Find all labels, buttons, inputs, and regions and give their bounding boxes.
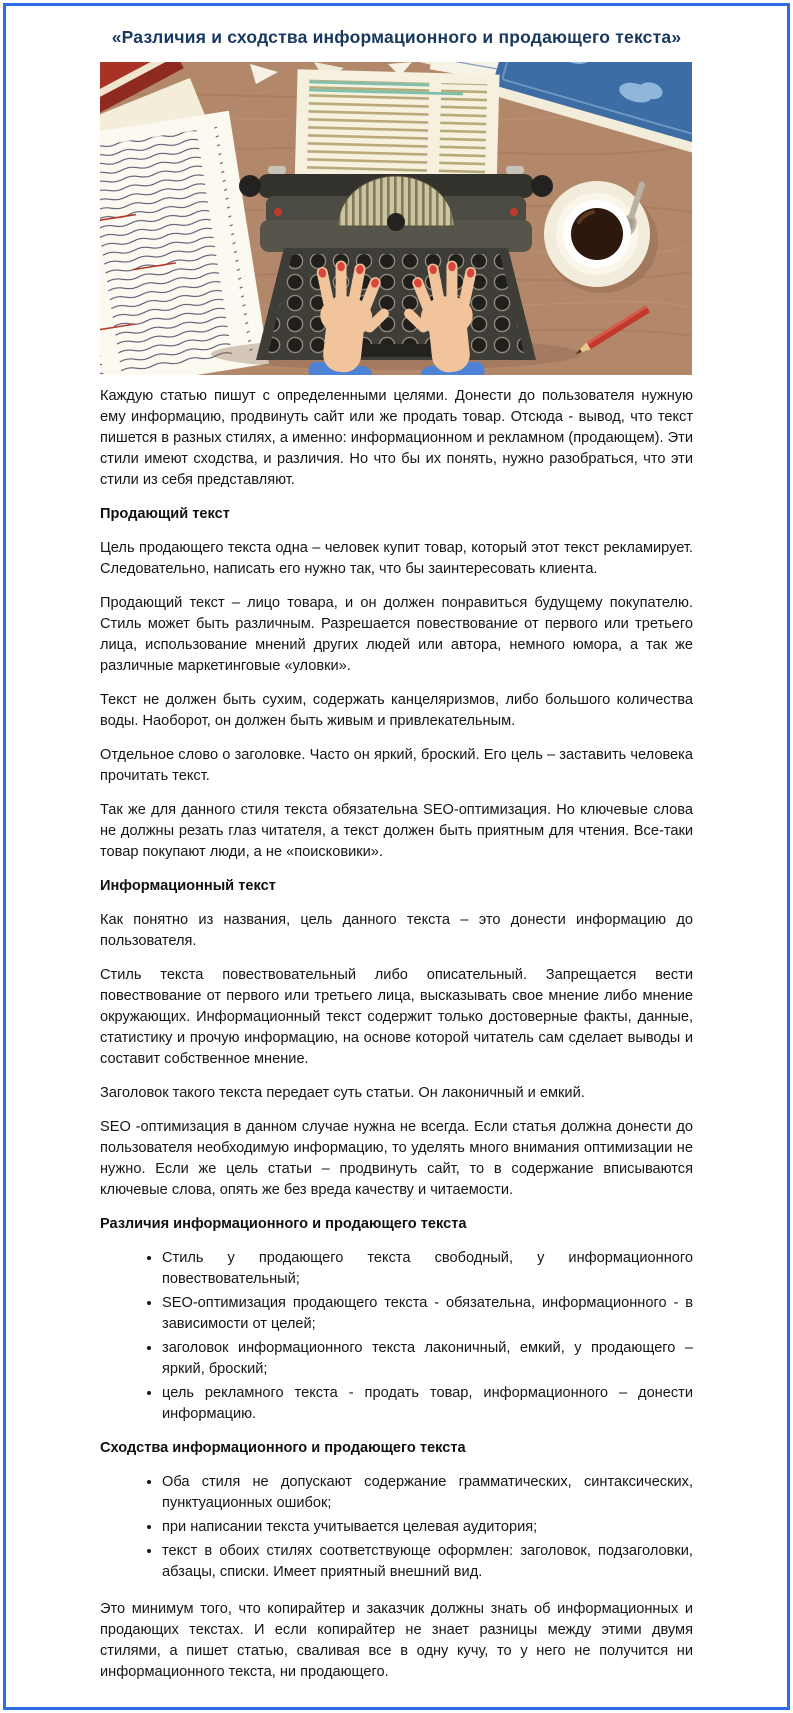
heading-similarities: Сходства информационного и продающего текста bbox=[100, 1439, 466, 1456]
coffee-cup bbox=[544, 179, 658, 293]
list-item: • Оба стиля не допускают содержание грамматических, синтаксических, пунктуационных ошибок; bbox=[162, 1472, 693, 1514]
typewriter bbox=[239, 166, 553, 360]
similarities-list bbox=[100, 1472, 693, 1583]
heading-differences: Различия информационного и продающего текста bbox=[100, 1215, 467, 1232]
heading-informational-text: Информационный текст bbox=[100, 877, 276, 894]
paragraph: SEO -оптимизация в данном случае нужна не всегда. Если статья должна донести до пользователя необходимую информацию, то уделять много внимания оптимизации не нужно. Если же цель статьи – продвинуть сайт, то в содержание вписываются ключевые слова, опять же без вреда качеству и читаемости. bbox=[100, 1118, 693, 1198]
paragraph: Цель продающего текста одна – человек купит товар, который этот текст рекламирует. Следовательно, написать его нужно так, что бы заинтересовать клиента. bbox=[100, 539, 693, 577]
heading-selling-text: Продающий текст bbox=[100, 505, 230, 522]
list-item: • Стиль у продающего текста свободный, у информационного повествовательный; bbox=[162, 1248, 693, 1290]
paragraph: Отдельное слово о заголовке. Часто он яркий, броский. Его цель – заставить человека прочитать текст. bbox=[100, 746, 693, 784]
paragraph: Стиль текста повествовательный либо описательный. Запрещается вести повествование от первого или третьего лица, высказывать свое мнение либо мнение окружающих. Информационный текст содержит только достоверные факты, данные, статистику и прочую информацию, на основе которой читатель сам сделает выводы и составит собственное мнение. bbox=[100, 966, 693, 1067]
typewriter-illustration bbox=[100, 62, 692, 375]
paragraph: Заголовок такого текста передает суть статьи. Он лаконичный и емкий. bbox=[100, 1084, 585, 1101]
paragraph: Так же для данного стиля текста обязательна SEO-оптимизация. Но ключевые слова не должны резать глаз читателя, а текст должен быть приятным для чтения. Все-таки товар покупают люди, а не «поисковики». bbox=[100, 801, 693, 860]
paragraph: Продающий текст – лицо товара, и он должен понравиться будущему покупателю. Стиль может быть различным. Разрешается повествование от первого или третьего лица, использование мнений других людей или автора, немного юмора, а так же различные маркетинговые «уловки». bbox=[100, 594, 693, 674]
list-item: • цель рекламного текста - продать товар, информационного – донести информацию. bbox=[162, 1383, 693, 1425]
list-item: • текст в обоих стилях соответствующе оформлен: заголовок, подзаголовки, абзацы, списки. Имеет приятный внешний вид. bbox=[162, 1541, 693, 1583]
page-title: «Различия и сходства информационного и продающего текста» bbox=[111, 27, 682, 47]
list-item: • заголовок информационного текста лаконичный, емкий, у продающего – яркий, броский; bbox=[162, 1338, 693, 1380]
paragraph: Текст не должен быть сухим, содержать канцеляризмов, либо большого количества воды. Наоборот, он должен быть живым и привлекательным. bbox=[100, 691, 693, 729]
paragraph-conclusion: Это минимум того, что копирайтер и заказчик должны знать об информационных и продающих текстах. И если копирайтер не знает разницы между этими двумя стилями, а пишет статью, сваливая все в одну кучу, то у него не получится ни информационного текста, ни продающего. bbox=[100, 1600, 693, 1680]
paragraph: Как понятно из названия, цель данного текста – это донести информацию до пользователя. bbox=[100, 911, 693, 949]
paragraph-intro: Каждую статью пишут с определенными целями. Донести до пользователя нужную ему информацию, продвинуть сайт или же продать товар. Отсюда - вывод, что текст пишется в разных стилях, а именно: информационном и рекламном (продающем). Эти стили имеют сходства, и различия. Но что бы их понять, нужно разобраться, что эти стили из себя представляют. bbox=[100, 387, 693, 488]
differences-list bbox=[100, 1248, 693, 1425]
list-item: • при написании текста учитывается целевая аудитория; bbox=[162, 1517, 693, 1538]
list-item: • SEO-оптимизация продающего текста - обязательна, информационного - в зависимости от целей; bbox=[162, 1293, 693, 1335]
typed-paper bbox=[295, 69, 500, 184]
